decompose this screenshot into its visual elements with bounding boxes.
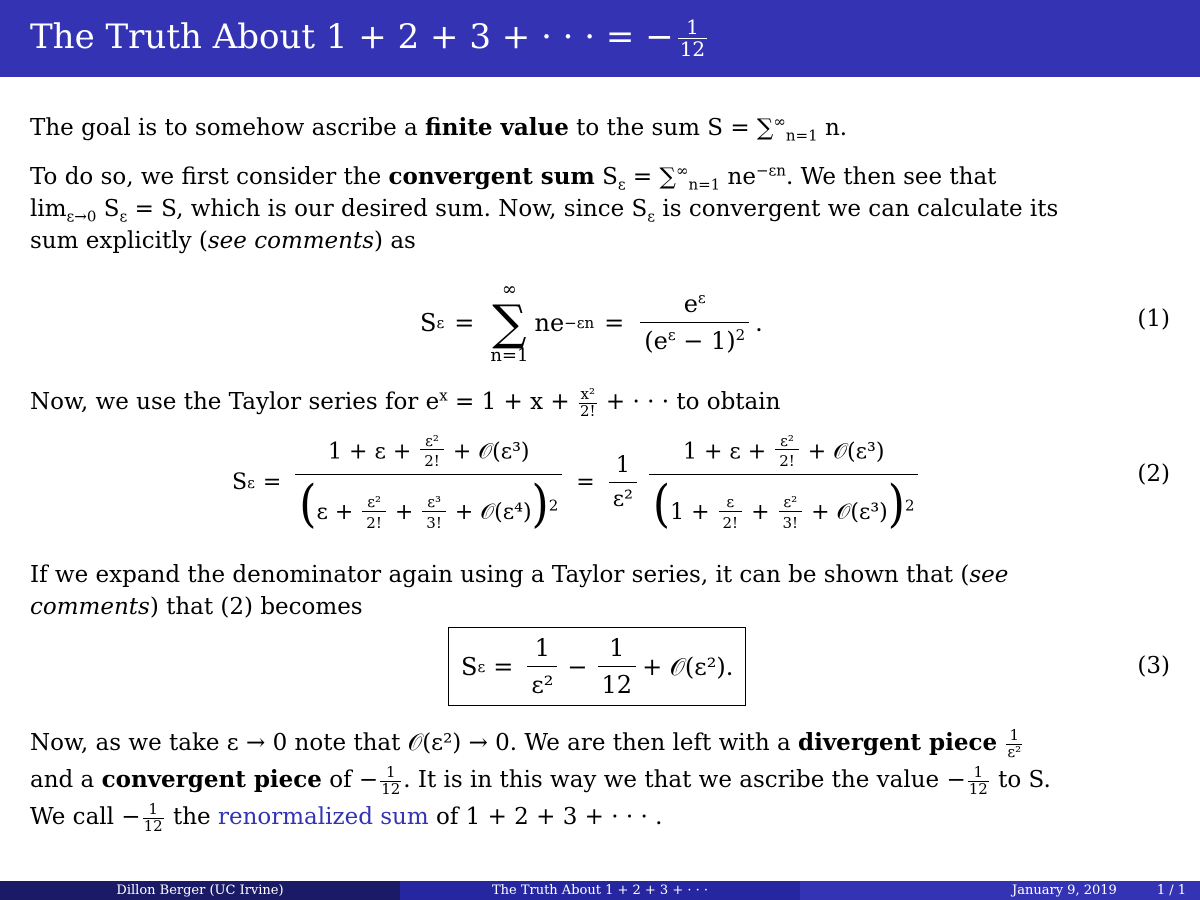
inline-fraction	[420, 431, 444, 471]
fraction-numerator: ε²	[780, 431, 794, 450]
text: 1 + ε +	[682, 438, 774, 464]
slide-title-text: The Truth About 1 + 2 + 3 + · · · = −	[30, 16, 674, 57]
fraction-denominator: 12	[381, 779, 401, 798]
renormalized-sum-link[interactable]: renormalized sum	[217, 804, 429, 830]
italic-text: see	[969, 562, 1009, 588]
text: lim	[30, 196, 67, 222]
paragraph-convergent-line2	[30, 193, 1058, 225]
bold-text: convergent piece	[101, 766, 322, 793]
footer-author: Dillon Berger (UC Irvine)	[116, 883, 284, 898]
fraction-numerator	[680, 290, 710, 322]
eq3-fraction-1	[527, 634, 557, 699]
italic-text: see comments	[207, 228, 375, 254]
fraction-numerator: 1	[1009, 725, 1020, 744]
sum-symbol: ∑	[492, 294, 527, 351]
fraction-denominator: ε²	[1007, 742, 1022, 761]
superscript: x	[439, 386, 448, 405]
eq2-prefactor	[609, 453, 637, 512]
text: . It is in this way we that we ascribe the value −	[403, 767, 966, 793]
bold-text: finite value	[425, 114, 569, 141]
eq-lhs: S	[461, 652, 478, 681]
text: = S, which is our desired sum. Now, since S	[127, 196, 648, 222]
text: sum explicitly (	[30, 228, 208, 254]
fraction-numerator: 1	[609, 634, 625, 662]
left-paren: (	[652, 475, 671, 534]
equation-1: S ε = ∞ ∑ n=1 ne −εn = $\frac{e^\varepsilon}{(e^\varepsilon - 1)^2}$ .	[420, 278, 763, 366]
text: ) that (2) becomes	[149, 594, 363, 620]
minus-sign: −	[567, 652, 588, 681]
fraction-denominator: 2!	[420, 449, 444, 470]
paragraph-conclusion-line3	[30, 801, 662, 834]
text: Now, as we take ε → 0 note that 𝒪(ε²) → 0. We are then left with a	[30, 730, 798, 756]
eq3-fraction-2	[598, 634, 637, 699]
subscript: ε	[119, 207, 128, 226]
paragraph-taylor	[30, 386, 780, 419]
fraction-numerator: 1	[148, 799, 158, 818]
superscript: ε	[667, 326, 676, 344]
equation-number-3: (3)	[1137, 653, 1170, 679]
text: ne	[720, 164, 756, 190]
fraction-numerator: x²	[580, 384, 596, 403]
fraction-denominator: ε²	[609, 482, 637, 512]
subscript: ε→0	[66, 207, 97, 226]
subscript: n=1	[785, 126, 818, 145]
text: S	[594, 164, 618, 190]
text: +	[744, 500, 777, 526]
fraction-numerator	[679, 431, 888, 475]
equation-number-1: (1)	[1137, 306, 1170, 332]
title-fraction-denominator: 12	[679, 37, 706, 62]
equation-3	[448, 627, 746, 706]
eq2-fraction-right	[649, 431, 919, 534]
paragraph-expand-line1	[30, 559, 1008, 591]
title-fraction	[678, 17, 707, 60]
eq2-fraction-left	[295, 431, 562, 534]
text: ε +	[316, 500, 361, 526]
fraction-denominator	[295, 474, 562, 534]
text: the	[165, 804, 218, 830]
footer-date: January 9, 2019	[1012, 883, 1117, 898]
superscript: −εn	[755, 161, 786, 180]
footer-author-section	[0, 881, 400, 900]
subscript: ε	[617, 175, 626, 194]
right-paren: )	[531, 475, 549, 534]
fraction-numerator: 1	[385, 762, 396, 781]
slide-footer	[0, 881, 1200, 900]
eq1-fraction	[640, 290, 749, 355]
equation-2: S ε = 1 + ε + $\frac{\text{ε²}}{2!}$ + 𝒪(ε³) (ε + $\frac{\text{ε²}}{2!}$ + $\frac{\text{ε³}}{3!}$ + 𝒪(ε⁴))$^2$ = $\frac{1}{\text{ε²}}$ 1 + ε + $\frac{\text{ε²}}{2!}$ + 𝒪(ε³) (1 + $\frac{\varepsilon}{2!}$ + $\frac{\text{ε²}}{3!}$ + 𝒪(ε³))$^2$	[232, 425, 924, 540]
inline-fraction	[380, 762, 401, 798]
eq-lhs: S	[420, 308, 437, 337]
text: of 1 + 2 + 3 + · · · .	[428, 804, 663, 830]
fraction-denominator: 12	[598, 666, 637, 699]
inline-fraction	[362, 492, 386, 532]
text: If we expand the denominator again using a Taylor series, it can be shown that (	[30, 562, 970, 588]
fraction-denominator: 3!	[422, 511, 446, 532]
paragraph-goal	[30, 112, 847, 144]
inline-fraction	[779, 492, 803, 532]
text: ) as	[374, 228, 416, 254]
paragraph-conclusion-line2	[30, 764, 1051, 797]
text: is convergent we can calculate its	[655, 196, 1059, 222]
text: = ∑	[625, 164, 676, 190]
title-fraction-numerator: 1	[686, 15, 699, 40]
text: e	[683, 290, 698, 318]
text: 1 +	[670, 500, 717, 526]
text: + · · · to obtain	[598, 389, 781, 415]
inline-fraction	[1006, 725, 1022, 761]
text: To do so, we first consider the	[30, 164, 389, 190]
fraction-denominator: 2!	[719, 511, 743, 532]
text: + 𝒪(ε²).	[642, 652, 734, 681]
text: of −	[321, 767, 379, 793]
fraction-numerator: 1	[534, 634, 551, 662]
eq-term: ne	[534, 308, 565, 337]
fraction-denominator: ε²	[527, 666, 557, 699]
bold-text: convergent sum	[388, 163, 595, 190]
text: + 𝒪(ε³)	[804, 500, 888, 526]
sum-lower-limit: n=1	[490, 344, 529, 366]
text: − 1)	[675, 327, 736, 355]
text: . We then see that	[785, 164, 997, 190]
text: +	[387, 500, 421, 526]
fraction-numerator: ε²	[783, 492, 798, 511]
superscript: ∞	[675, 161, 689, 180]
inline-fraction	[968, 762, 989, 798]
right-paren: )	[887, 475, 905, 534]
footer-title-section	[400, 881, 800, 900]
text: The goal is to somehow ascribe a	[30, 115, 426, 141]
inline-fraction	[579, 384, 597, 420]
inline-fraction	[719, 492, 743, 532]
equals-sign: =	[604, 308, 625, 337]
text: 1 + ε +	[328, 438, 419, 464]
text: + 𝒪(ε³)	[800, 438, 885, 464]
superscript: 2	[735, 326, 746, 344]
equals-sign: =	[576, 470, 595, 495]
slide-title-bar	[0, 0, 1200, 77]
equals-sign: =	[262, 470, 282, 495]
fraction-numerator: 1	[973, 762, 984, 781]
subscript: n=1	[688, 175, 721, 194]
inline-fraction	[775, 431, 799, 471]
fraction-denominator: 2!	[362, 511, 386, 532]
text: Now, we use the Taylor series for e	[30, 389, 440, 415]
eq-lhs: S	[232, 470, 248, 495]
subscript: ε	[647, 207, 656, 226]
bold-text: divergent piece	[798, 729, 998, 756]
text: to the sum S = ∑	[568, 115, 774, 141]
fraction-numerator: ε³	[427, 492, 441, 511]
footer-page-number: 1 / 1	[1156, 883, 1186, 898]
text: S	[96, 196, 120, 222]
text: + 𝒪(ε⁴)	[447, 500, 532, 526]
boxed-result: S ε = $\frac{1}{\text{ε²}}$ − $\frac{1}{12}$ + 𝒪(ε²).	[448, 627, 746, 706]
paragraph-convergent-line3	[30, 225, 416, 257]
text: n.	[817, 115, 848, 141]
equals-sign: =	[493, 652, 514, 681]
superscript: 2	[904, 496, 915, 515]
text: (e	[644, 327, 668, 355]
sum-upper-limit: ∞	[501, 278, 517, 300]
text: = 1 + x +	[447, 389, 577, 415]
inline-fraction	[143, 799, 164, 835]
fraction-denominator: 2!	[775, 449, 799, 470]
inline-fraction	[422, 492, 446, 532]
superscript: ε	[697, 289, 706, 307]
fraction-numerator: 1	[615, 453, 630, 478]
left-paren: (	[299, 475, 317, 534]
paragraph-conclusion-line1	[30, 727, 1024, 760]
equation-number-2: (2)	[1137, 461, 1170, 487]
fraction-numerator: ε²	[425, 431, 439, 450]
text: .	[755, 308, 763, 337]
paragraph-expand-line2	[30, 591, 363, 623]
text: We call −	[30, 804, 141, 830]
fraction-denominator: 3!	[779, 511, 803, 532]
text: + 𝒪(ε³)	[445, 438, 530, 464]
paragraph-convergent-line1	[30, 161, 996, 193]
fraction-denominator: 2!	[579, 401, 596, 420]
text: and a	[30, 767, 102, 793]
superscript: ∞	[773, 112, 786, 131]
fraction-denominator	[649, 474, 919, 534]
slide-title	[30, 17, 707, 61]
fraction-denominator	[640, 322, 749, 355]
fraction-numerator: ε	[726, 492, 735, 511]
summation	[490, 278, 529, 366]
fraction-denominator: 12	[968, 779, 988, 798]
footer-date-section	[800, 881, 1200, 900]
italic-text: comments	[30, 594, 150, 620]
text: to S.	[990, 767, 1051, 793]
footer-title: The Truth About 1 + 2 + 3 + · · ·	[491, 883, 709, 898]
equals-sign: =	[454, 308, 475, 337]
fraction-numerator: ε²	[367, 492, 381, 511]
fraction-denominator: 12	[143, 816, 163, 835]
superscript: 2	[548, 496, 559, 515]
fraction-numerator	[324, 431, 533, 475]
